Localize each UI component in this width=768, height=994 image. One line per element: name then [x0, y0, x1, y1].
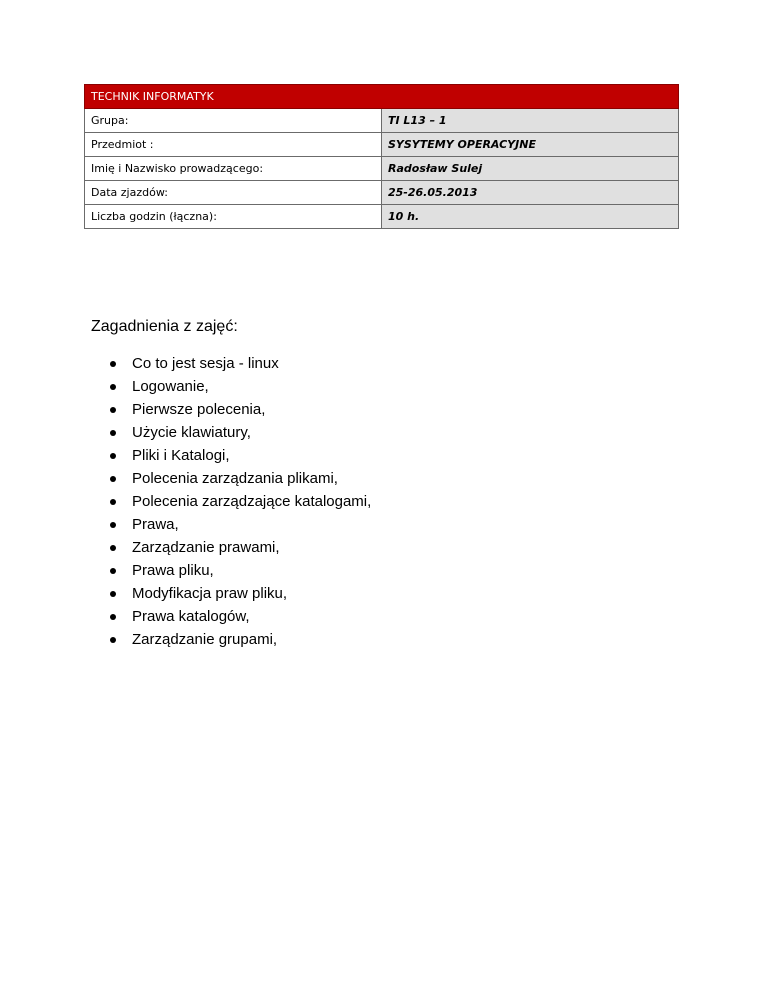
- list-item-text: Prawa pliku,: [132, 562, 214, 579]
- subject-value: SYSYTEMY OPERACYJNE: [382, 133, 679, 157]
- bullet-icon: [110, 476, 116, 482]
- topics-list: [110, 352, 371, 651]
- list-item-text: Modyfikacja praw pliku,: [132, 585, 288, 602]
- dates-value: 25-26.05.2013: [382, 181, 679, 205]
- list-item: [110, 513, 371, 536]
- topics-heading: Zagadnienia z zajęć:: [91, 318, 238, 335]
- list-item-text: Użycie klawiatury,: [132, 424, 251, 441]
- list-item-text: Polecenia zarządzające katalogami,: [132, 493, 372, 510]
- list-item: [110, 536, 371, 559]
- list-item: [110, 352, 371, 375]
- list-item: [110, 375, 371, 398]
- list-item-text: Pliki i Katalogi,: [132, 447, 230, 464]
- bullet-icon: [110, 568, 116, 574]
- group-value: TI L13 – 1: [382, 109, 679, 133]
- list-item-text: Polecenia zarządzania plikami,: [132, 470, 338, 487]
- bullet-icon: [110, 453, 116, 459]
- list-item: [110, 582, 371, 605]
- bullet-icon: [110, 499, 116, 505]
- table-row: [85, 157, 679, 181]
- table-header: TECHNIK INFORMATYK: [85, 85, 679, 109]
- list-item: [110, 444, 371, 467]
- table-row: [85, 181, 679, 205]
- bullet-icon: [110, 614, 116, 620]
- list-item: [110, 559, 371, 582]
- list-item-text: Prawa katalogów,: [132, 608, 250, 625]
- list-item: [110, 398, 371, 421]
- bullet-icon: [110, 384, 116, 390]
- instructor-label: Imię i Nazwisko prowadzącego:: [85, 157, 382, 181]
- list-item-text: Co to jest sesja - linux: [132, 355, 279, 372]
- bullet-icon: [110, 522, 116, 528]
- table-row: [85, 133, 679, 157]
- table-row: [85, 205, 679, 229]
- bullet-icon: [110, 591, 116, 597]
- list-item-text: Prawa,: [132, 516, 179, 533]
- list-item: [110, 490, 371, 513]
- instructor-value: Radosław Sulej: [382, 157, 679, 181]
- group-label: Grupa:: [85, 109, 382, 133]
- bullet-icon: [110, 407, 116, 413]
- bullet-icon: [110, 545, 116, 551]
- list-item-text: Zarządzanie prawami,: [132, 539, 280, 556]
- list-item: [110, 628, 371, 651]
- list-item-text: Pierwsze polecenia,: [132, 401, 266, 418]
- list-item-text: Logowanie,: [132, 378, 209, 395]
- list-item: [110, 605, 371, 628]
- bullet-icon: [110, 361, 116, 367]
- list-item: [110, 421, 371, 444]
- hours-value: 10 h.: [382, 205, 679, 229]
- bullet-icon: [110, 637, 116, 643]
- bullet-icon: [110, 430, 116, 436]
- list-item: [110, 467, 371, 490]
- hours-label: Liczba godzin (łączna):: [85, 205, 382, 229]
- table-row: [85, 109, 679, 133]
- course-info-table: [84, 84, 679, 229]
- subject-label: Przedmiot :: [85, 133, 382, 157]
- dates-label: Data zjazdów:: [85, 181, 382, 205]
- list-item-text: Zarządzanie grupami,: [132, 631, 278, 648]
- table-header-row: [85, 85, 679, 109]
